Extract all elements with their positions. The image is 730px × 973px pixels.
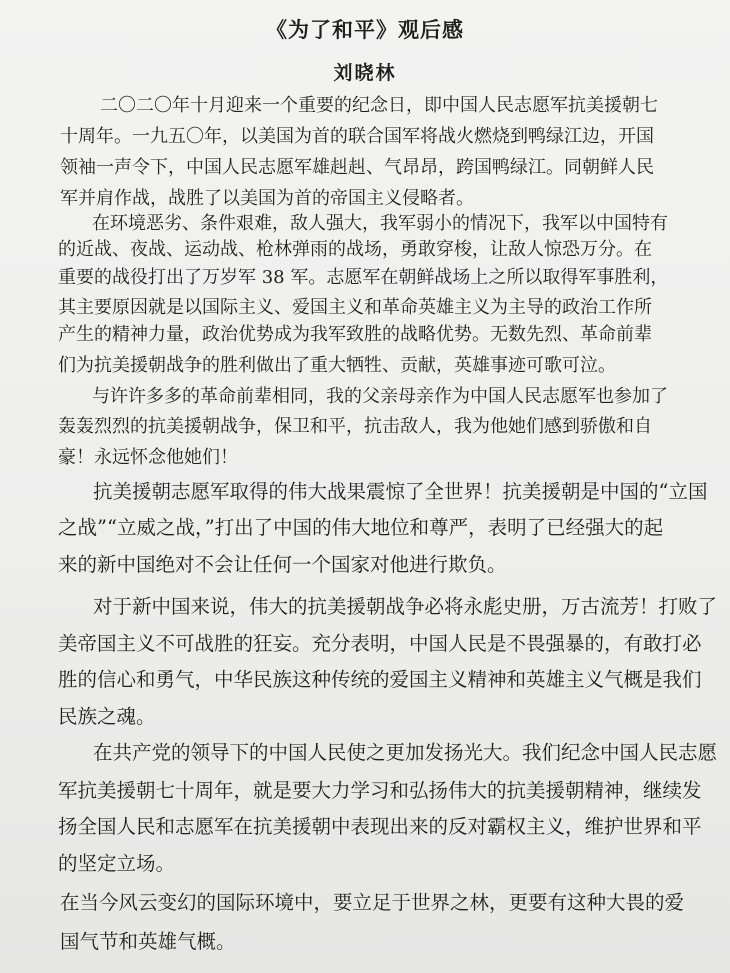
body-line: 之战”“立威之战，”打出了中国的伟大地位和尊严，表明了已经强大的起 [58,516,664,539]
body-line: 其主要原因就是以国际主义、爱国主义和革命英雄主义为主导的政治工作所 [58,297,652,318]
body-line: 的坚定立场。 [58,852,176,875]
body-line: 与许许多多的革命前辈相同，我的父亲母亲作为中国人民志愿军也参加了 [92,386,668,407]
body-line: 民族之魂。 [58,705,156,728]
body-line: 在当今风云变幻的国际环境中，要立足于世界之林，更要有这种大畏的爱 [60,891,685,914]
body-line: 豪！永远怀念他她们！ [58,447,238,468]
body-line: 军并肩作战，战胜了以美国为首的帝国主义侵略者。 [60,188,474,209]
document-title: 《为了和平》观后感 [266,17,464,42]
body-line: 轰轰烈烈的抗美援朝战争，保卫和平，抗击敌人，我为他她们感到骄傲和自 [58,416,652,437]
body-line: 产生的精神力量，政治优势成为我军致胜的战略优势。无数先烈、革命前辈 [58,324,652,345]
body-line: 对于新中国来说，伟大的抗美援朝战争必将永彪史册，万古流芳！打败了 [93,595,718,618]
body-line: 的近战、夜战、运动战、枪林弹雨的战场，勇敢穿梭，让敌人惊恐万分。在 [58,239,652,260]
body-line: 胜的信心和勇气，中华民族这种传统的爱国主义精神和英雄主义气概是我们 [58,668,702,691]
body-line: 国气节和英雄气概。 [60,930,236,953]
body-line: 美帝国主义不可战胜的狂妄。充分表明，中国人民是不畏强暴的，有敢打必 [58,632,702,655]
body-line: 扬全国人民和志愿军在抗美援朝中表现出来的反对霸权主义，维护世界和平 [58,815,702,838]
body-line: 军抗美援朝七十周年，就是要大力学习和弘扬伟大的抗美援朝精神，继续发 [58,779,702,802]
body-line: 在环境恶劣、条件艰难，敌人强大，我军弱小的情况下，我军以中国特有 [92,213,668,234]
body-line: 二〇二〇年十月迎来一个重要的纪念日，即中国人民志愿军抗美援朝七 [100,95,658,116]
body-line: 在共产党的领导下的中国人民使之更加发扬光大。我们纪念中国人民志愿 [93,741,718,764]
body-line: 领袖一声令下，中国人民志愿军雄赳赳、气昂昂，跨国鸭绿江。同朝鲜人民 [60,157,654,178]
body-line: 十周年。一九五〇年，以美国为首的联合国军将战火燃烧到鸭绿江边，开国 [60,126,654,147]
body-line: 重要的战役打出了万岁军 38 军。志愿军在朝鲜战场上之所以取得军事胜利， [58,267,669,288]
body-line: 来的新中国绝对不会让任何一个国家对他进行欺负。 [58,553,507,576]
body-line: 抗美援朝志愿军取得的伟大战果震惊了全世界！抗美援朝是中国的“立国 [93,480,708,503]
author-name: 刘晓林 [333,62,397,84]
body-line: 们为抗美援朝战争的胜利做出了重大牺牲、贡献，英雄事迹可歌可泣。 [58,355,616,376]
